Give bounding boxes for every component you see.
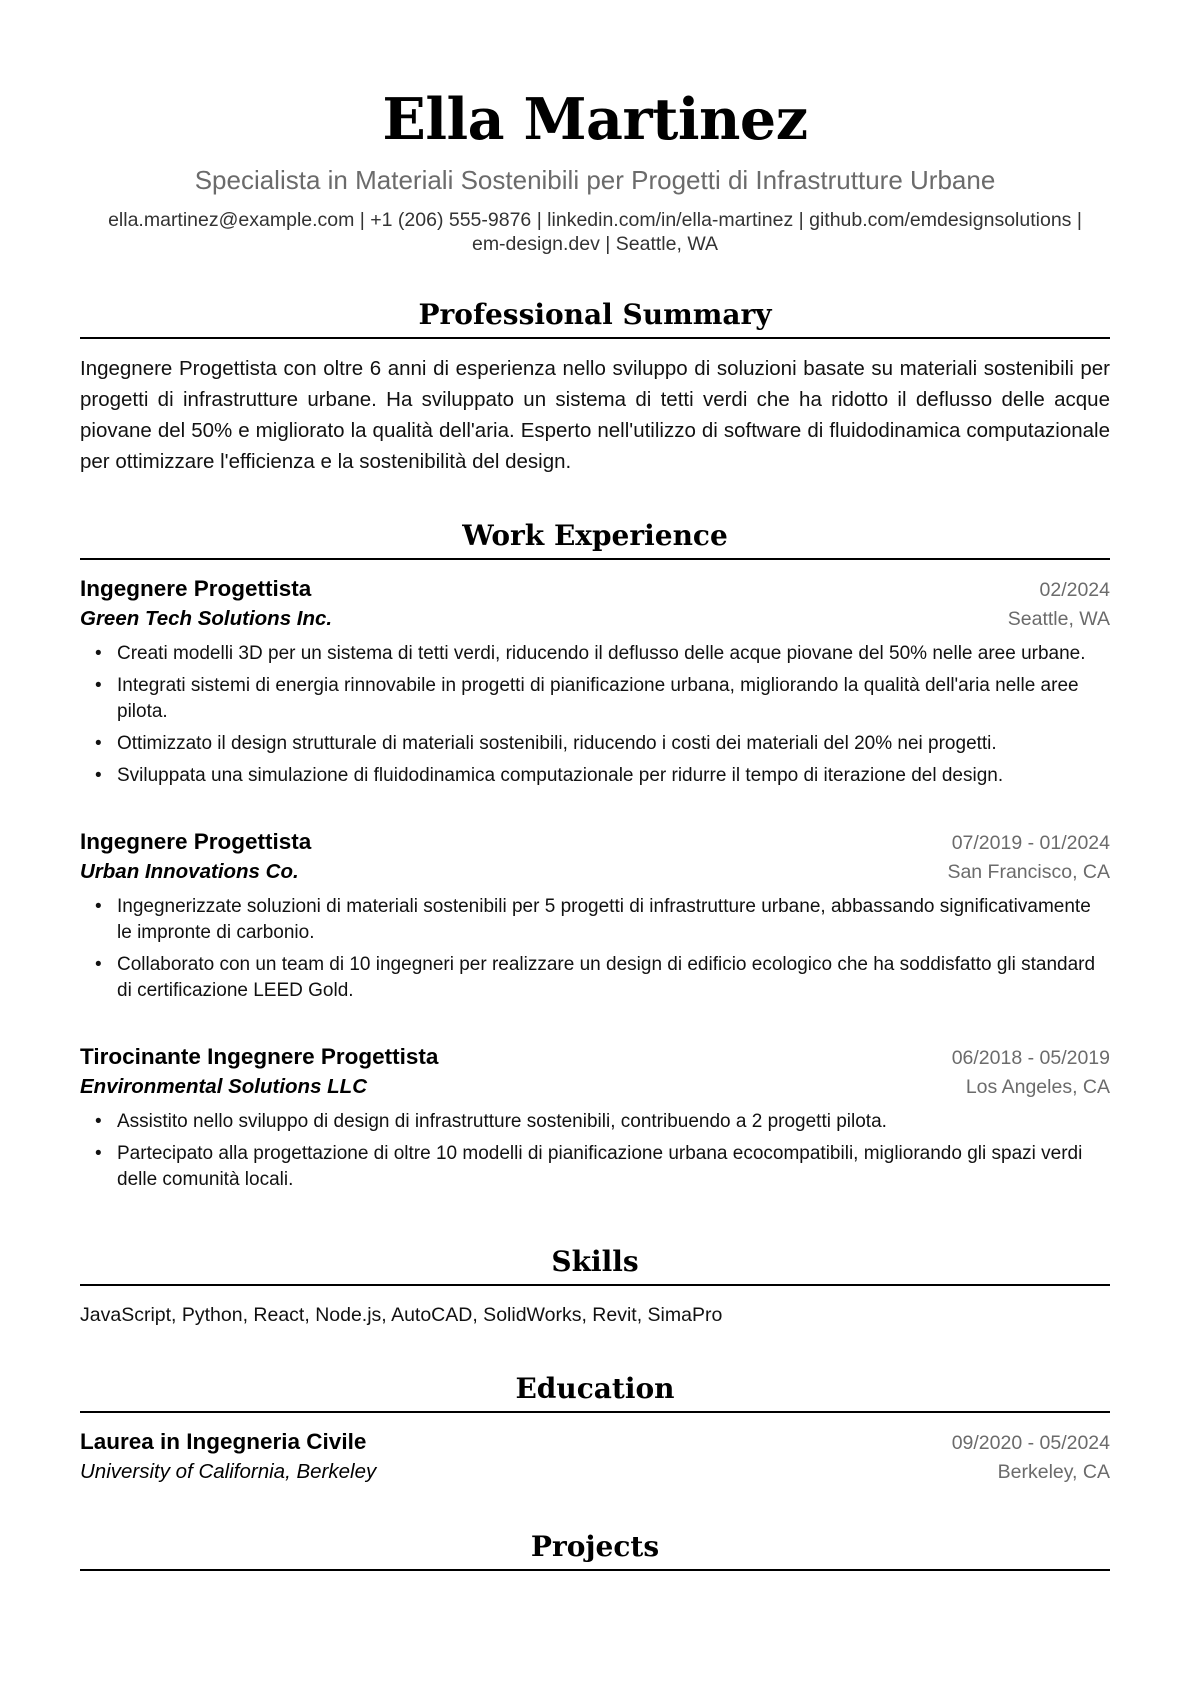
- contact-line-2: em-design.dev | Seattle, WA: [471, 233, 719, 255]
- job-company: Urban Innovations Co.: [80, 860, 299, 883]
- skills-list: JavaScript, Python, React, Node.js, AutoCAD, SolidWorks, Revit, SimaPro: [80, 1304, 723, 1326]
- candidate-name: Ella Martinez: [382, 86, 808, 153]
- job-entry: [80, 1042, 1110, 1193]
- job-title: Tirocinante Ingegnere Progettista: [80, 1044, 439, 1069]
- job-date: 06/2018 - 05/2019: [951, 1047, 1110, 1069]
- job-bullet: • Assistito nello sviluppo di design di infrastrutture sostenibili, contribuendo a 2 progetti pilota.: [80, 1109, 1110, 1135]
- section-title-skills: Skills: [80, 1245, 1110, 1286]
- skills-section: [80, 1245, 1110, 1328]
- summary-section: [80, 298, 1110, 477]
- education-date: 09/2020 - 05/2024: [951, 1432, 1110, 1454]
- job-bullet: • Sviluppata una simulazione di fluidodinamica computazionale per ridurre il tempo di iterazione del design.: [80, 763, 1110, 789]
- job-entry: [80, 827, 1110, 1004]
- job-location: San Francisco, CA: [947, 861, 1110, 883]
- job-bullet: • Integrati sistemi di energia rinnovabile in progetti di pianificazione urbana, migliorando la qualità dell'aria nelle aree pilota.: [80, 673, 1110, 725]
- job-location: Seattle, WA: [1007, 608, 1110, 630]
- degree-title: Laurea in Ingegneria Civile: [80, 1429, 367, 1454]
- job-bullet: • Partecipato alla progettazione di oltre 10 modelli di pianificazione urbana ecocompatibili, migliorando gli spazi verdi delle comunità locali.: [80, 1141, 1110, 1193]
- education-section: [80, 1372, 1110, 1486]
- job-bullets: [80, 894, 1110, 1004]
- section-title-education: Education: [80, 1372, 1110, 1413]
- job-bullets: [80, 1109, 1110, 1193]
- education-location: Berkeley, CA: [997, 1461, 1110, 1483]
- school-name: University of California, Berkeley: [80, 1460, 377, 1483]
- job-company: Environmental Solutions LLC: [80, 1075, 368, 1098]
- projects-section: [80, 1530, 1110, 1571]
- job-title: Ingegnere Progettista: [80, 576, 312, 601]
- summary-text: Ingegnere Progettista con oltre 6 anni di esperienza nello sviluppo di soluzioni basate su materiali sostenibili per progetti di infrastrutture urbane. Ha sviluppato un sistema di tetti verdi che ha ridotto il deflusso delle acque piovane del 50% e migliorato la qualità dell'aria. Esperto nell'utilizzo di software di fluidodinamica computazionale per ottimizzare l'efficienza e la sostenibilità del design.: [80, 357, 1110, 473]
- contact-info: [80, 208, 1110, 256]
- job-bullet: • Collaborato con un team di 10 ingegneri per realizzare un design di edificio ecologico che ha soddisfatto gli standard di certificazione LEED Gold.: [80, 952, 1110, 1004]
- job-bullet: • Ottimizzato il design strutturale di materiali sostenibili, riducendo i costi dei materiali del 20% nei progetti.: [80, 731, 1110, 757]
- experience-section: [80, 519, 1110, 1193]
- section-title-experience: Work Experience: [80, 519, 1110, 560]
- job-bullets: [80, 641, 1110, 789]
- job-bullet: • Ingegnerizzate soluzioni di materiali sostenibili per 5 progetti di infrastrutture urbane, abbassando significativamente le impronte di carbonio.: [80, 894, 1110, 946]
- job-title: Ingegnere Progettista: [80, 829, 312, 854]
- job-date: 02/2024: [1039, 579, 1110, 601]
- job-company: Green Tech Solutions Inc.: [80, 607, 333, 630]
- section-title-summary: Professional Summary: [80, 298, 1110, 339]
- contact-line-1: ella.martinez@example.com | +1 (206) 555-9876 | linkedin.com/in/ella-martinez | github.com/emdesignsolutions |: [108, 209, 1082, 231]
- candidate-headline: Specialista in Materiali Sostenibili per Progetti di Infrastrutture Urbane: [194, 165, 996, 195]
- job-entry: [80, 574, 1110, 789]
- education-entry: [80, 1427, 1110, 1486]
- section-title-projects: Projects: [80, 1530, 1110, 1571]
- job-bullet: • Creati modelli 3D per un sistema di tetti verdi, riducendo il deflusso delle acque piovane del 50% nelle aree urbane.: [80, 641, 1110, 667]
- job-location: Los Angeles, CA: [965, 1076, 1110, 1098]
- job-date: 07/2019 - 01/2024: [951, 832, 1110, 854]
